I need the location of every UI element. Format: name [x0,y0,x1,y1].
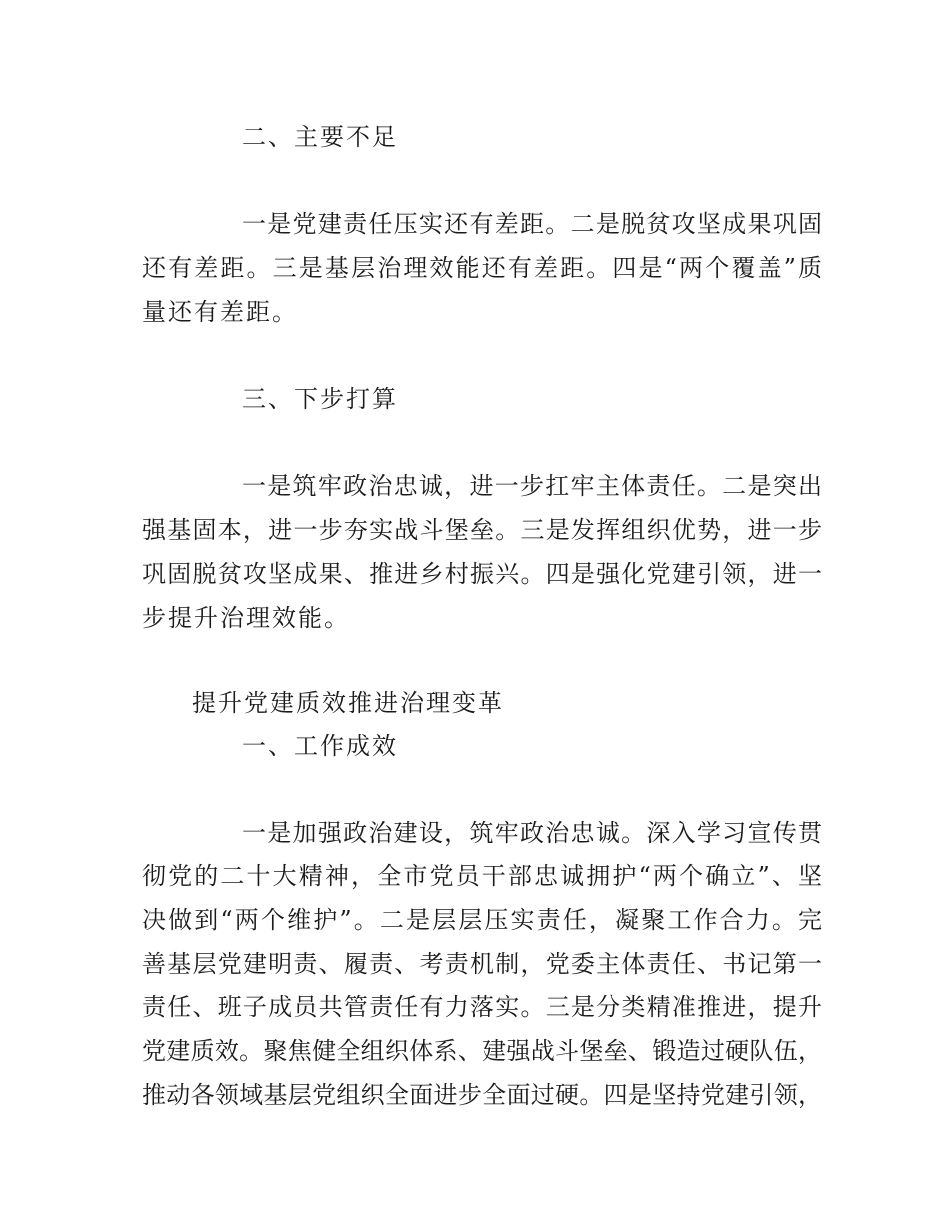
paragraph-line: 善基层党建明责、履责、考责机制，党委主体责任、书记第一 [142,950,822,978]
paragraph-line: 还有差距。三是基层治理效能还有差距。四是“两个覆盖”质 [142,254,822,282]
paragraph-line: 推动各领域基层党组织全面进步全面过硬。四是坚持党建引领， [142,1081,822,1109]
paragraph-line: 步提升治理效能。 [142,604,350,632]
paragraph-line: 一是加强政治建设，筑牢政治忠诚。深入学习宣传贯 [242,819,822,847]
paragraph-line: 决做到“两个维护”。二是层层压实责任，凝聚工作合力。完 [142,906,822,934]
paragraph-line: 一是党建责任压实还有差距。二是脱贫攻坚成果巩固 [242,210,822,238]
section-heading-next-steps: 三、下步打算 [242,385,398,413]
article-title: 提升党建质效推进治理变革 [192,689,504,717]
paragraph-line: 一是筑牢政治忠诚，进一步扛牢主体责任。二是突出 [242,472,822,500]
paragraph-line: 彻党的二十大精神，全市党员干部忠诚拥护“两个确立”、坚 [142,862,822,890]
paragraph-line: 责任、班子成员共管责任有力落实。三是分类精准推进，提升 [142,993,822,1021]
section-heading-deficiencies: 二、主要不足 [242,123,398,151]
section-heading-achievements: 一、工作成效 [242,732,398,760]
paragraph-line: 强基固本，进一步夯实战斗堡垒。三是发挥组织优势，进一步 [142,516,822,544]
paragraph-line: 巩固脱贫攻坚成果、推进乡村振兴。四是强化党建引领，进一 [142,560,822,588]
paragraph-line: 党建质效。聚焦健全组织体系、建强战斗堡垒、锻造过硬队伍， [142,1037,822,1065]
paragraph-line: 量还有差距。 [142,298,298,326]
